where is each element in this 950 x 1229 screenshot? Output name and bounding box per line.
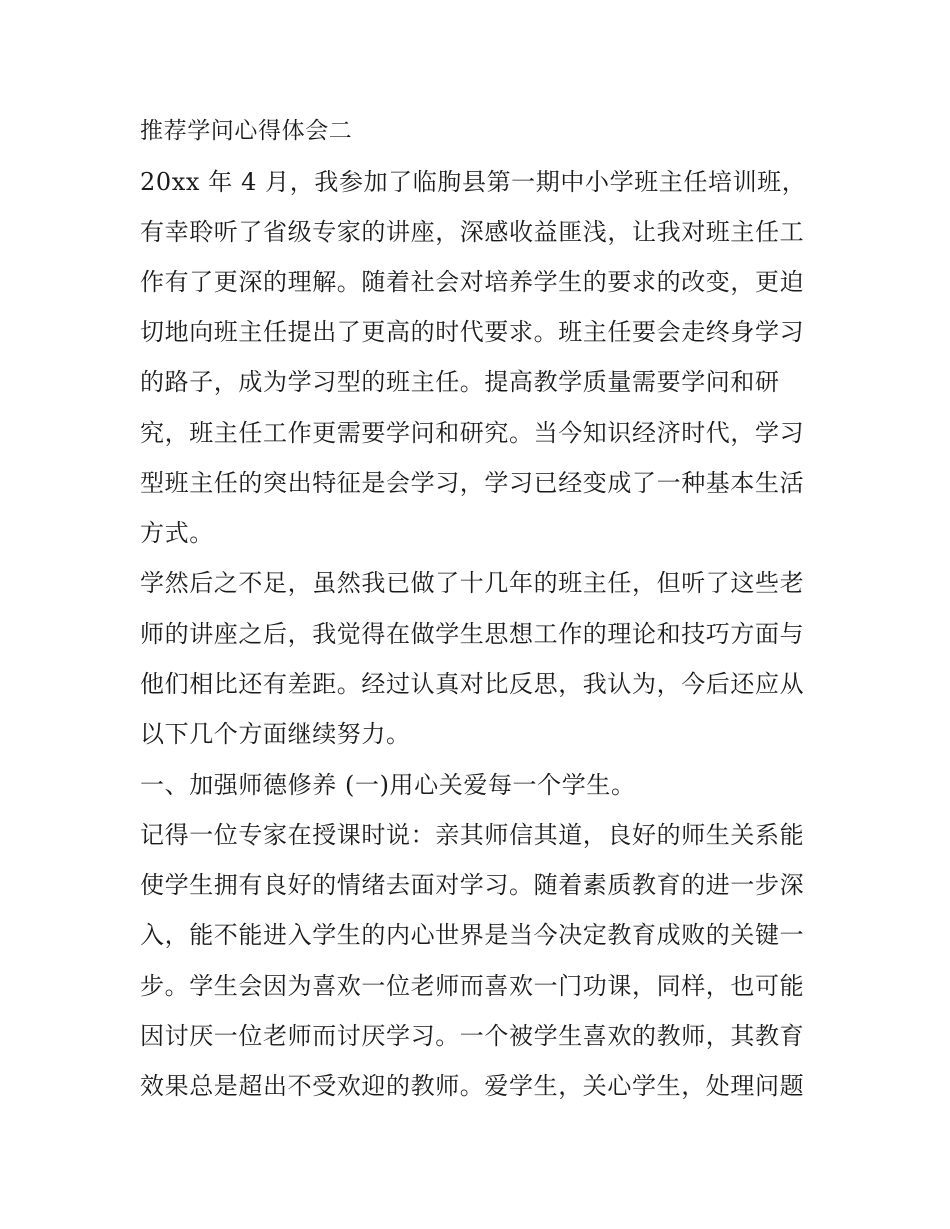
text-line-19: 效果总是超出不受欢迎的教师。爱学生，关心学生，处理问题 xyxy=(140,1072,805,1100)
text-line-17: 步。学生会因为喜欢一位老师而喜欢一门功课，同样，也可能 xyxy=(140,972,805,1000)
text-line-18: 因讨厌一位老师而讨厌学习。一个被学生喜欢的教师，其教育 xyxy=(140,1022,805,1050)
text-line-7: 型班主任的突出特征是会学习，学习已经变成了一种基本生活 xyxy=(140,469,805,497)
text-line-15: 使学生拥有良好的情绪去面对学习。随着素质教育的进一步深 xyxy=(140,871,805,899)
text-line-5: 的路子，成为学习型的班主任。提高教学质量需要学问和研 xyxy=(140,368,780,396)
text-line-3: 作有了更深的理解。随着社会对培养学生的要求的改变，更迫 xyxy=(140,268,805,296)
text-line-9: 学然后之不足，虽然我已做了十几年的班主任，但听了这些老 xyxy=(140,569,805,597)
text-line-13: 一、加强师德修养 (一)用心关爱每一个学生。 xyxy=(140,771,636,799)
text-line-4: 切地向班主任提出了更高的时代要求。班主任要会走终身学习 xyxy=(140,318,805,346)
text-line-1: 20xx 年 4 月，我参加了临朐县第一期中小学班主任培训班， xyxy=(140,168,807,196)
text-line-14: 记得一位专家在授课时说：亲其师信其道，良好的师生关系能 xyxy=(140,821,805,849)
text-line-16: 入，能不能进入学生的内心世界是当今决定教育成败的关键一 xyxy=(140,921,805,949)
text-line-11: 他们相比还有差距。经过认真对比反思，我认为，今后还应从 xyxy=(140,670,805,698)
document-title: 推荐学问心得体会二 xyxy=(140,118,353,144)
text-line-10: 师的讲座之后，我觉得在做学生思想工作的理论和技巧方面与 xyxy=(140,620,805,648)
text-line-6: 究，班主任工作更需要学问和研究。当今知识经济时代，学习 xyxy=(140,419,805,447)
text-line-8: 方式。 xyxy=(140,519,214,547)
text-line-12: 以下几个方面继续努力。 xyxy=(140,720,411,748)
text-line-2: 有幸聆听了省级专家的讲座，深感收益匪浅，让我对班主任工 xyxy=(140,218,805,246)
